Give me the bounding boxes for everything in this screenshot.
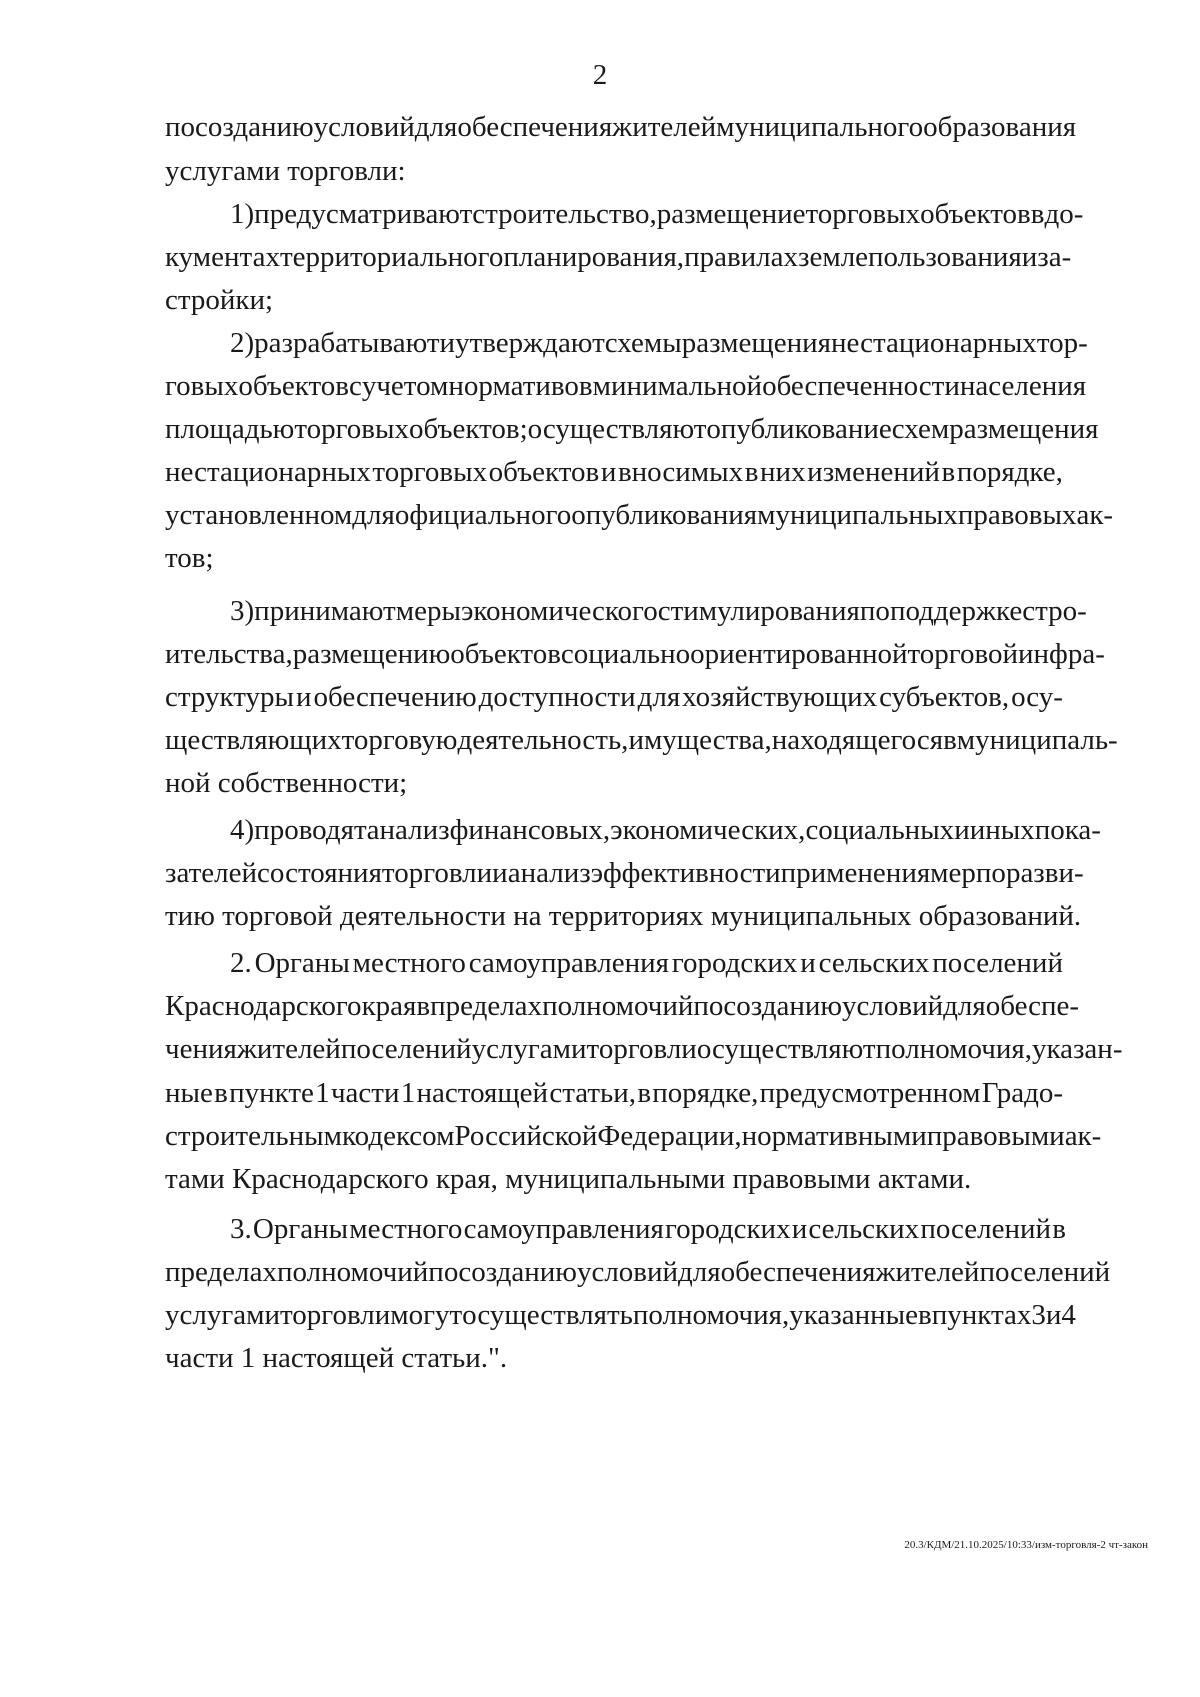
word: стро- xyxy=(1022,595,1087,627)
word: деятельность, xyxy=(457,724,629,756)
text-line xyxy=(165,856,1084,890)
text-line xyxy=(230,1212,1066,1246)
word: схем xyxy=(891,413,950,445)
word: жителей xyxy=(875,1256,980,1288)
word: полномочий xyxy=(542,990,694,1022)
word: правовыми xyxy=(926,1120,1065,1152)
word: местного xyxy=(352,947,466,979)
word: в xyxy=(744,456,759,488)
word: изменений xyxy=(807,456,940,488)
word: учетом xyxy=(361,370,449,402)
word: по xyxy=(428,1256,459,1288)
word: правовых xyxy=(957,499,1077,531)
word: полномочий xyxy=(276,1256,429,1288)
word: торговую xyxy=(341,724,458,756)
word: статьи, xyxy=(549,1077,637,1109)
word: полномочия, xyxy=(875,1033,1032,1065)
word: хозяйствующих xyxy=(682,681,878,713)
word: образования xyxy=(923,111,1077,143)
word: и xyxy=(1021,241,1038,273)
word: 4) xyxy=(230,814,255,846)
word: социальных xyxy=(805,814,955,846)
word: Градо- xyxy=(981,1077,1063,1109)
word: размещения xyxy=(681,327,831,359)
word: пределах xyxy=(430,990,543,1022)
word: населения xyxy=(959,370,1087,402)
word: обеспечению xyxy=(313,681,477,713)
word: осу- xyxy=(1011,681,1063,713)
text-line: части 1 настоящей статьи.". xyxy=(165,1342,508,1374)
word: условий xyxy=(313,111,415,143)
word: Российской xyxy=(454,1120,598,1152)
word: сельских xyxy=(808,1213,920,1245)
word: пока- xyxy=(1034,814,1101,846)
word: объектов; xyxy=(408,413,528,445)
word: разви- xyxy=(1005,857,1084,889)
word: кодексом xyxy=(342,1120,455,1152)
word: торговли xyxy=(279,1299,391,1331)
word: в xyxy=(637,1077,652,1109)
word: поселений xyxy=(932,947,1063,979)
word: 3) xyxy=(230,595,255,627)
word: торговых xyxy=(294,413,409,445)
word: торговой xyxy=(907,638,1018,670)
word: за- xyxy=(1037,241,1072,273)
word: осуществлять xyxy=(462,1299,633,1331)
word: анализ xyxy=(507,857,591,889)
word: утверждают xyxy=(455,327,605,359)
word: указан- xyxy=(1031,1033,1123,1065)
word: объектов xyxy=(238,370,349,402)
text-line xyxy=(165,1119,1102,1153)
text-line: тами Краснодарского края, муниципальными правовыми актами. xyxy=(165,1163,972,1195)
word: в xyxy=(1052,1213,1066,1245)
word: торговых xyxy=(805,198,921,230)
word: и xyxy=(1045,1299,1062,1331)
word: ориентированной xyxy=(690,638,908,670)
text-line xyxy=(230,946,1063,980)
word: установленном xyxy=(165,499,353,531)
text-line xyxy=(230,813,1101,847)
text-line xyxy=(165,240,1072,274)
word: ные xyxy=(165,1077,213,1109)
text-line xyxy=(165,110,1077,144)
text-line: стройки; xyxy=(165,284,274,316)
word: обеспеченности xyxy=(762,370,960,402)
word: 3. xyxy=(230,1213,252,1245)
word: части xyxy=(330,1077,400,1109)
word: для xyxy=(352,499,395,531)
word: для xyxy=(943,990,986,1022)
text-line xyxy=(165,1255,1111,1289)
word: жителей xyxy=(236,1033,341,1065)
word: в xyxy=(943,724,957,756)
word: торговых xyxy=(372,456,488,488)
text-line xyxy=(230,326,1088,360)
text-line xyxy=(165,1298,1076,1332)
text-line xyxy=(230,197,1084,231)
text-line: тию торговой деятельности на территориях муниципальных образований. xyxy=(165,900,1082,932)
word: Федерации, xyxy=(597,1120,742,1152)
word: муниципального xyxy=(716,111,924,143)
word: городских xyxy=(671,947,798,979)
word: 1 xyxy=(400,1077,416,1109)
word: самоуправления xyxy=(463,1213,664,1245)
text-line xyxy=(165,498,1114,532)
word: пунктах xyxy=(931,1299,1032,1331)
word: условий xyxy=(576,1256,679,1288)
word: в xyxy=(918,1299,932,1331)
word: инфра- xyxy=(1018,638,1105,670)
word: обеспечения xyxy=(457,111,613,143)
word: проводят xyxy=(254,814,367,846)
word: в xyxy=(941,456,956,488)
word: состояния xyxy=(256,857,382,889)
word: нормативов xyxy=(448,370,593,402)
text-line xyxy=(165,369,1087,403)
word: и xyxy=(800,947,816,979)
word: тор- xyxy=(1036,327,1088,359)
word: по xyxy=(693,990,724,1022)
word: правилах xyxy=(684,241,799,273)
word: предусмотренном xyxy=(759,1077,981,1109)
word: сельских xyxy=(818,947,930,979)
word: по xyxy=(859,595,890,627)
word: строительство, xyxy=(472,198,657,230)
word: размещению xyxy=(292,638,451,670)
word: поддержке xyxy=(889,595,1023,627)
word: финансовых, xyxy=(449,814,611,846)
word: поселений xyxy=(920,1213,1052,1245)
word: нестационарных xyxy=(830,327,1037,359)
word: минимальной xyxy=(592,370,763,402)
word: порядке, xyxy=(956,456,1063,488)
word: 4 xyxy=(1061,1299,1076,1331)
word: меры xyxy=(395,595,461,627)
word: нормативными xyxy=(741,1120,927,1152)
word: края xyxy=(361,990,417,1022)
word: созданию xyxy=(723,990,843,1022)
word: до- xyxy=(1044,198,1084,230)
word: обеспечения xyxy=(720,1256,876,1288)
word: применения xyxy=(780,857,931,889)
word: осуществляют xyxy=(527,413,707,445)
word: созданию xyxy=(458,1256,577,1288)
word: Органы xyxy=(254,947,350,979)
word: 1) xyxy=(230,198,255,230)
word: услугами xyxy=(165,1299,280,1331)
word: нестационарных xyxy=(165,456,371,488)
word: 2. xyxy=(230,947,252,979)
text-line xyxy=(165,989,1080,1023)
page-number: 2 xyxy=(592,59,608,91)
word: по xyxy=(975,857,1006,889)
text-line xyxy=(165,680,1063,714)
text-line: ной собственности; xyxy=(165,767,408,799)
word: ак- xyxy=(1076,499,1114,531)
word: анализ xyxy=(366,814,450,846)
word: размещение xyxy=(656,198,806,230)
word: муниципаль- xyxy=(956,724,1118,756)
word: поселений xyxy=(979,1256,1111,1288)
word: торговли xyxy=(381,857,493,889)
word: планирования, xyxy=(503,241,685,273)
word: зателей xyxy=(165,857,257,889)
word: 1 xyxy=(315,1077,330,1109)
word: и xyxy=(492,857,508,889)
word: мер xyxy=(930,857,976,889)
text-line: услугами торговли: xyxy=(165,155,406,187)
word: предусматривают xyxy=(254,198,473,230)
text-line xyxy=(230,594,1087,628)
word: порядке, xyxy=(652,1077,759,1109)
word: осуществляют xyxy=(696,1033,876,1065)
word: экономических, xyxy=(610,814,806,846)
word: жителей xyxy=(612,111,717,143)
word: иных xyxy=(969,814,1035,846)
word: Органы xyxy=(252,1213,349,1245)
word: объектов xyxy=(488,456,600,488)
word: них xyxy=(760,456,806,488)
word: землепользования xyxy=(798,241,1022,273)
text-line xyxy=(165,455,1063,489)
word: кументах xyxy=(165,241,280,273)
text-line xyxy=(165,723,1118,757)
word: по xyxy=(165,111,196,143)
word: и xyxy=(791,1213,808,1245)
word: находящегося xyxy=(771,724,944,756)
word: объектов xyxy=(450,638,561,670)
word: объектов xyxy=(920,198,1031,230)
word: имущества, xyxy=(628,724,772,756)
word: стимулирования xyxy=(657,595,860,627)
word: 2) xyxy=(230,327,255,359)
word: вносимых xyxy=(617,456,744,488)
word: Краснодарского xyxy=(165,990,362,1022)
word: для xyxy=(637,681,681,713)
word: полномочия, xyxy=(632,1299,790,1331)
word: доступности xyxy=(478,681,636,713)
word: самоуправления xyxy=(468,947,669,979)
word: в xyxy=(214,1077,228,1109)
word: и xyxy=(295,681,312,713)
word: субъектов, xyxy=(879,681,1010,713)
word: эффективности xyxy=(590,857,781,889)
word: торговли xyxy=(586,1033,697,1065)
text-line xyxy=(165,412,1099,446)
word: ществляющих xyxy=(165,724,342,756)
word: 3 xyxy=(1031,1299,1046,1331)
word: городских xyxy=(665,1213,791,1245)
word: муниципальных xyxy=(757,499,958,531)
word: структуры xyxy=(165,681,294,713)
word: площадью xyxy=(165,413,295,445)
word: ак- xyxy=(1064,1120,1102,1152)
word: могут xyxy=(390,1299,463,1331)
word: принимают xyxy=(254,595,396,627)
word: услугами xyxy=(471,1033,587,1065)
word: условий xyxy=(842,990,944,1022)
word: официального xyxy=(394,499,572,531)
word: в xyxy=(416,990,431,1022)
text-line: тов; xyxy=(165,542,214,574)
document-footer-code: 20.3/КДМ/21.10.2025/10:33/изм-торговля-2 чт-закон xyxy=(904,1539,1148,1551)
text-line xyxy=(165,1076,1063,1110)
word: социально xyxy=(560,638,691,670)
word: разрабатывают xyxy=(254,327,440,359)
word: строительным xyxy=(165,1120,343,1152)
word: настоящей xyxy=(416,1077,549,1109)
word: экономического xyxy=(460,595,658,627)
word: и xyxy=(600,456,617,488)
word: созданию xyxy=(195,111,314,143)
word: территориального xyxy=(279,241,504,273)
text-line xyxy=(165,1032,1123,1066)
word: опубликования xyxy=(571,499,758,531)
word: опубликование xyxy=(706,413,892,445)
word: пределах xyxy=(165,1256,277,1288)
word: и xyxy=(954,814,970,846)
word: и xyxy=(439,327,456,359)
word: ительства, xyxy=(165,638,293,670)
word: для xyxy=(414,111,458,143)
word: местного xyxy=(349,1213,463,1245)
word: с xyxy=(348,370,362,402)
word: пункте xyxy=(229,1077,314,1109)
word: в xyxy=(1030,198,1045,230)
word: для xyxy=(678,1256,721,1288)
text-line xyxy=(165,637,1105,671)
word: чения xyxy=(165,1033,237,1065)
word: размещения xyxy=(949,413,1099,445)
word: говых xyxy=(165,370,239,402)
word: поселений xyxy=(340,1033,472,1065)
word: обеспе- xyxy=(985,990,1080,1022)
word: указанные xyxy=(789,1299,918,1331)
word: схемы xyxy=(604,327,682,359)
